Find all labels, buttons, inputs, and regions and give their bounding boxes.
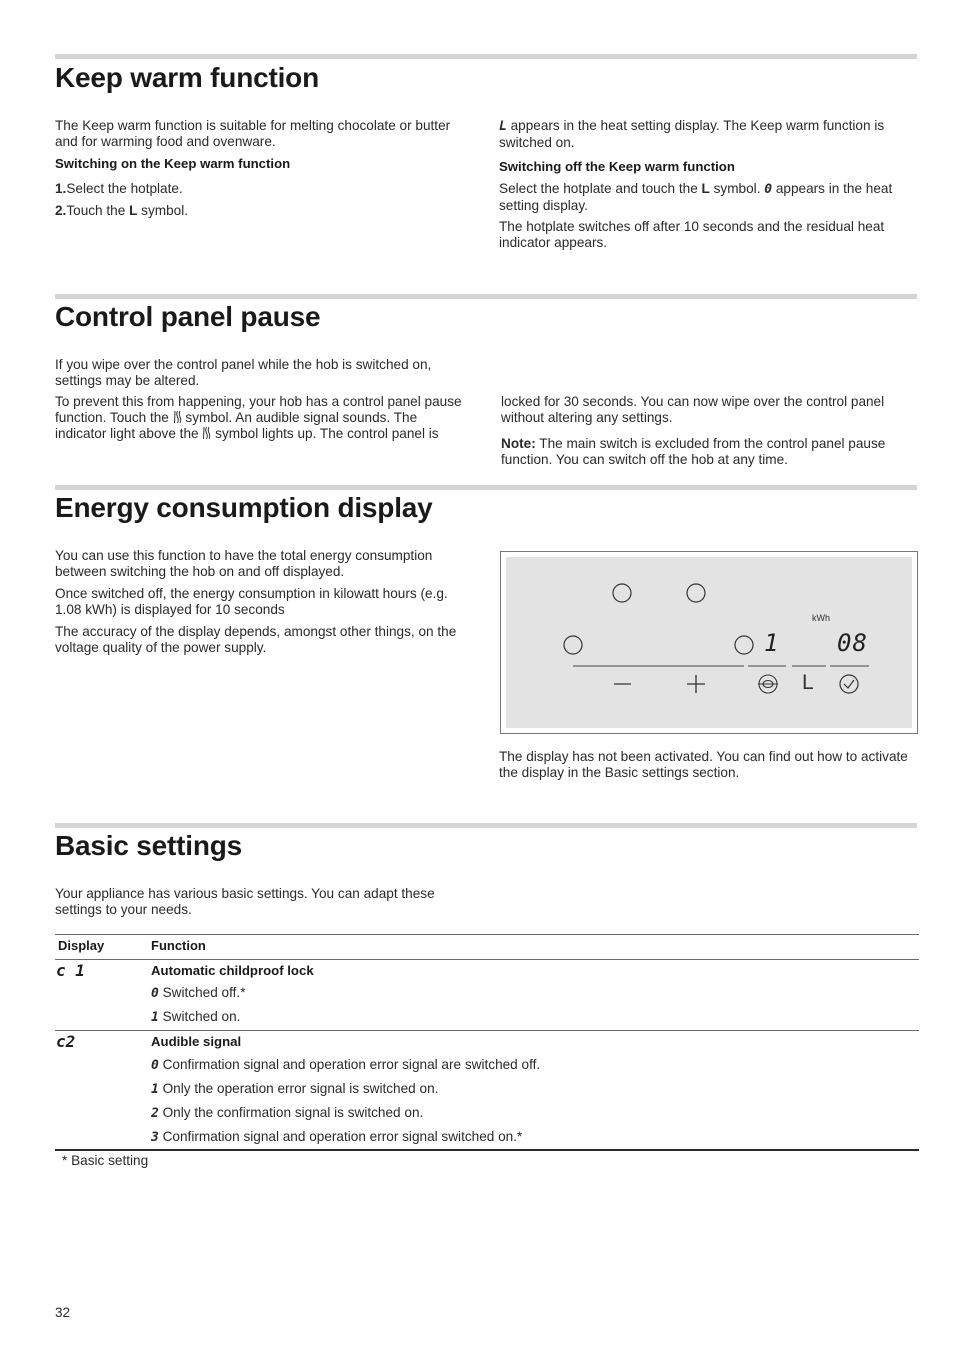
- indicator-light-icon: [735, 636, 753, 654]
- display-code: c2: [56, 1032, 76, 1051]
- step-text: Select the hotplate.: [66, 181, 183, 196]
- display-segment-L: L: [499, 119, 507, 134]
- setting-option: 2 Only the confirmation signal is switched on.: [151, 1105, 424, 1121]
- keep-warm-symbol: L: [701, 181, 710, 196]
- wipe-protection-icon: [173, 410, 182, 425]
- display-code: c 1: [56, 961, 85, 980]
- table-rule: [55, 959, 919, 960]
- control-pause-note: Note: The main switch is excluded from the control panel pause function. You can switch off the hob at any time.: [501, 436, 886, 467]
- section-title-basic: Basic settings: [55, 830, 243, 861]
- energy-display-digits: 08: [837, 629, 868, 657]
- kwh-unit-label: kWh: [812, 613, 830, 623]
- keep-warm-off-text: Select the hotplate and touch the L symbol. 0 appears in the heat setting display.: [499, 181, 893, 213]
- indicator-light-icon: [687, 584, 705, 602]
- step-1: [55, 181, 183, 197]
- keep-warm-result: L appears in the heat setting display. The Keep warm function is switched on.: [499, 118, 885, 150]
- indicator-light-icon: [564, 636, 582, 654]
- table-rule: [55, 934, 919, 935]
- control-pause-body: [55, 394, 917, 468]
- energy-p2: Once switched off, the energy consumption in kilowatt hours (e.g. 1.08 kWh) is displayed for 10 seconds: [55, 586, 448, 617]
- control-pause-p2: To prevent this from happening, your hob has a control panel pause function. Touch the symbol. An audible signal sounds. The indicator light above the symbol lights up. The control panel is locked for 30 seconds. You can now wipe over the control panel without altering any settings.: [55, 394, 885, 441]
- plus-icon: [687, 675, 705, 693]
- section-divider: [55, 485, 917, 490]
- setting-option: 1 Only the operation error signal is switched on.: [151, 1081, 439, 1097]
- table-bottom-rule: [55, 1149, 919, 1151]
- table-header-function: Function: [151, 938, 206, 953]
- setting-name: Audible signal: [151, 1034, 242, 1049]
- note-label: Note:: [501, 436, 536, 451]
- energy-p1: You can use this function to have the total energy consumption between switching the hob on and off displayed.: [55, 548, 433, 579]
- setting-option: 3 Confirmation signal and operation error signal switched on.*: [151, 1129, 523, 1145]
- timer-icon: [840, 675, 858, 693]
- basic-intro: Your appliance has various basic settings. You can adapt these settings to your needs.: [55, 886, 435, 917]
- energy-p3: The accuracy of the display depends, amongst other things, on the voltage quality of the power supply.: [55, 624, 457, 655]
- keep-warm-intro: The Keep warm function is suitable for melting chocolate or butter and for warming food and ovenware.: [55, 118, 451, 149]
- table-footnote: * Basic setting: [62, 1153, 149, 1168]
- table-rule: [55, 1030, 919, 1031]
- control-pause-p1: If you wipe over the control panel while the hob is switched on, settings may be altered.: [55, 357, 432, 388]
- setting-option: 0 Switched off.*: [151, 985, 246, 1001]
- keep-warm-on-heading: Switching on the Keep warm function: [55, 156, 291, 171]
- table-header-display: Display: [58, 938, 105, 953]
- energy-caption: The display has not been activated. You can find out how to activate the display in the Basic settings section.: [499, 749, 908, 780]
- section-divider: [55, 823, 917, 828]
- section-title-keep-warm: Keep warm function: [55, 62, 319, 93]
- page-number: 32: [55, 1305, 71, 1320]
- wipe-protection-icon: [758, 675, 778, 693]
- display-segment-0: 0: [764, 182, 773, 197]
- keep-warm-symbol: L: [802, 671, 814, 694]
- step-number: 1.: [55, 181, 67, 196]
- setting-name: Automatic childproof lock: [151, 963, 314, 978]
- keep-warm-residual: The hotplate switches off after 10 seconds and the residual heat indicator appears.: [499, 219, 885, 250]
- section-divider: [55, 294, 917, 299]
- hob-control-panel-illustration: [500, 551, 918, 734]
- section-divider: [55, 54, 917, 59]
- step-number: 2.: [55, 203, 67, 218]
- indicator-light-icon: [613, 584, 631, 602]
- keep-warm-off-heading: Switching off the Keep warm function: [499, 159, 735, 174]
- step-2: 2.Touch the L symbol.: [55, 203, 189, 218]
- keep-warm-symbol: L: [129, 203, 138, 218]
- setting-option: 1 Switched on.: [151, 1009, 241, 1025]
- setting-option: 0 Confirmation signal and operation error signal are switched off.: [151, 1057, 541, 1073]
- section-title-energy: Energy consumption display: [55, 492, 433, 523]
- control-panel-surface: [506, 557, 912, 728]
- section-title-control-pause: Control panel pause: [55, 301, 321, 332]
- power-level-display: 1: [764, 629, 780, 657]
